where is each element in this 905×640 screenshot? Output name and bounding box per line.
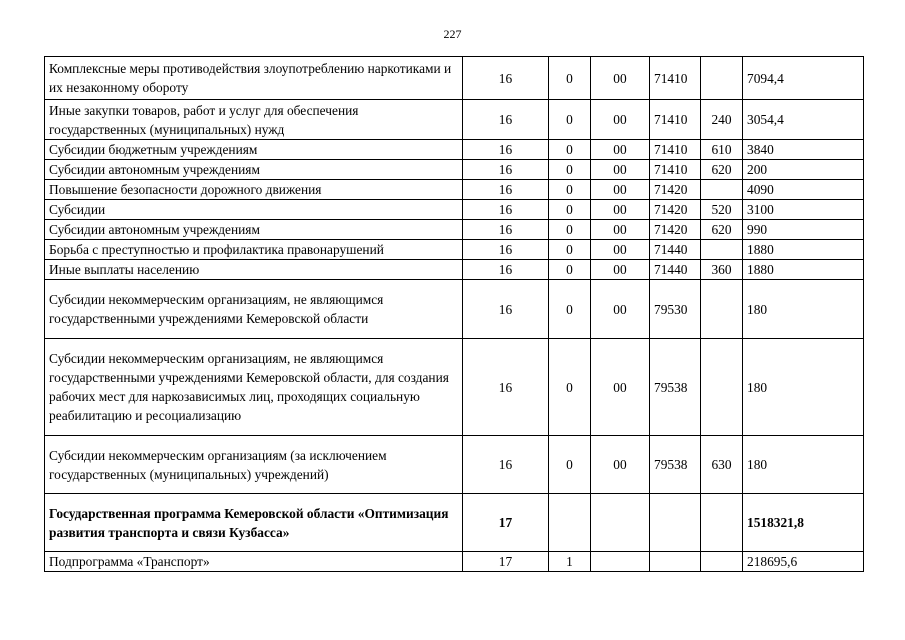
table-row [45,280,864,339]
subprogram-code-cell: 0 [549,240,591,260]
program-code-cell: 16 [463,200,549,220]
amount-cell: 180 [743,436,864,494]
expense-type-code-cell: 630 [701,436,743,494]
expense-code-cell: 71420 [650,180,701,200]
program-code-cell: 16 [463,160,549,180]
row-name-cell: Иные выплаты населению [45,260,463,280]
main-activity-code-cell: 00 [591,436,650,494]
expense-type-code-cell [701,240,743,260]
row-name-cell: Повышение безопасности дорожного движения [45,180,463,200]
main-activity-code-cell [591,552,650,572]
expense-code-cell: 71410 [650,57,701,100]
subprogram-code-cell: 0 [549,220,591,240]
expense-code-cell: 71420 [650,200,701,220]
amount-cell: 990 [743,220,864,240]
subprogram-code-cell: 0 [549,260,591,280]
table-row [45,180,864,200]
main-activity-code-cell [591,494,650,552]
main-activity-code-cell: 00 [591,200,650,220]
program-code-cell: 16 [463,57,549,100]
table-row [45,57,864,100]
amount-cell: 4090 [743,180,864,200]
program-code-cell: 16 [463,100,549,140]
row-name-cell: Субсидии некоммерческим организациям, не являющимся государственными учреждениями Кемеровской области [45,280,463,339]
amount-cell: 180 [743,339,864,436]
expense-type-code-cell: 620 [701,160,743,180]
expense-code-cell: 71410 [650,140,701,160]
table-row [45,160,864,180]
row-name-cell: Субсидии автономным учреждениям [45,160,463,180]
amount-cell: 3840 [743,140,864,160]
program-code-cell: 16 [463,339,549,436]
main-activity-code-cell: 00 [591,280,650,339]
main-activity-code-cell: 00 [591,180,650,200]
table-row [45,140,864,160]
table-row [45,260,864,280]
main-activity-code-cell: 00 [591,57,650,100]
expense-code-cell: 71410 [650,160,701,180]
amount-cell: 1518321,8 [743,494,864,552]
subprogram-code-cell: 0 [549,100,591,140]
main-activity-code-cell: 00 [591,160,650,180]
table-row [45,200,864,220]
subprogram-code-cell: 0 [549,140,591,160]
table-row [45,552,864,572]
expense-type-code-cell [701,57,743,100]
expense-type-code-cell: 520 [701,200,743,220]
expense-code-cell: 71420 [650,220,701,240]
main-activity-code-cell: 00 [591,240,650,260]
program-code-cell: 16 [463,240,549,260]
expense-type-code-cell [701,339,743,436]
main-activity-code-cell: 00 [591,260,650,280]
table-row [45,339,864,436]
amount-cell: 3100 [743,200,864,220]
program-code-cell: 16 [463,180,549,200]
budget-table [44,56,864,572]
expense-code-cell: 79538 [650,339,701,436]
expense-code-cell: 71440 [650,260,701,280]
row-name-cell: Субсидии некоммерческим организациям (за исключением государственных (муниципальных) учреждений) [45,436,463,494]
table-row [45,220,864,240]
amount-cell: 200 [743,160,864,180]
expense-code-cell: 79538 [650,436,701,494]
expense-type-code-cell [701,552,743,572]
expense-type-code-cell: 610 [701,140,743,160]
program-code-cell: 17 [463,494,549,552]
subprogram-code-cell: 0 [549,57,591,100]
expense-type-code-cell [701,180,743,200]
row-name-cell: Субсидии бюджетным учреждениям [45,140,463,160]
program-code-cell: 16 [463,436,549,494]
expense-code-cell: 71410 [650,100,701,140]
subprogram-code-cell: 0 [549,160,591,180]
row-name-cell: Комплексные меры противодействия злоупотреблению наркотиками и их незаконному обороту [45,57,463,100]
table-row [45,240,864,260]
main-activity-code-cell: 00 [591,140,650,160]
main-activity-code-cell: 00 [591,339,650,436]
expense-code-cell: 71440 [650,240,701,260]
subprogram-code-cell: 0 [549,339,591,436]
expense-code-cell: 79530 [650,280,701,339]
table-row [45,100,864,140]
expense-code-cell [650,552,701,572]
page-number: 227 [443,27,462,41]
row-name-cell: Субсидии некоммерческим организациям, не являющимся государственными учреждениями Кемеровской области, для создания рабочих мест для наркозависимых лиц, проходящих социальную реабилитацию и ресоциализацию [45,339,463,436]
table-row [45,436,864,494]
row-name-cell: Подпрограмма «Транспорт» [45,552,463,572]
expense-type-code-cell [701,280,743,339]
row-name-cell: Борьба с преступностью и профилактика правонарушений [45,240,463,260]
subprogram-code-cell: 0 [549,180,591,200]
subprogram-code-cell [549,494,591,552]
expense-type-code-cell: 240 [701,100,743,140]
table-row [45,494,864,552]
program-code-cell: 16 [463,280,549,339]
expense-type-code-cell: 620 [701,220,743,240]
program-code-cell: 17 [463,552,549,572]
amount-cell: 180 [743,280,864,339]
row-name-cell: Субсидии [45,200,463,220]
subprogram-code-cell: 0 [549,280,591,339]
amount-cell: 1880 [743,240,864,260]
amount-cell: 7094,4 [743,57,864,100]
subprogram-code-cell: 0 [549,200,591,220]
row-name-cell: Иные закупки товаров, работ и услуг для обеспечения государственных (муниципальных) нужд [45,100,463,140]
row-name-cell: Государственная программа Кемеровской области «Оптимизация развития транспорта и связи Кузбасса» [45,494,463,552]
main-activity-code-cell: 00 [591,100,650,140]
main-activity-code-cell: 00 [591,220,650,240]
amount-cell: 3054,4 [743,100,864,140]
program-code-cell: 16 [463,140,549,160]
program-code-cell: 16 [463,260,549,280]
expense-type-code-cell: 360 [701,260,743,280]
amount-cell: 1880 [743,260,864,280]
program-code-cell: 16 [463,220,549,240]
expense-code-cell [650,494,701,552]
expense-type-code-cell [701,494,743,552]
subprogram-code-cell: 0 [549,436,591,494]
amount-cell: 218695,6 [743,552,864,572]
row-name-cell: Субсидии автономным учреждениям [45,220,463,240]
subprogram-code-cell: 1 [549,552,591,572]
